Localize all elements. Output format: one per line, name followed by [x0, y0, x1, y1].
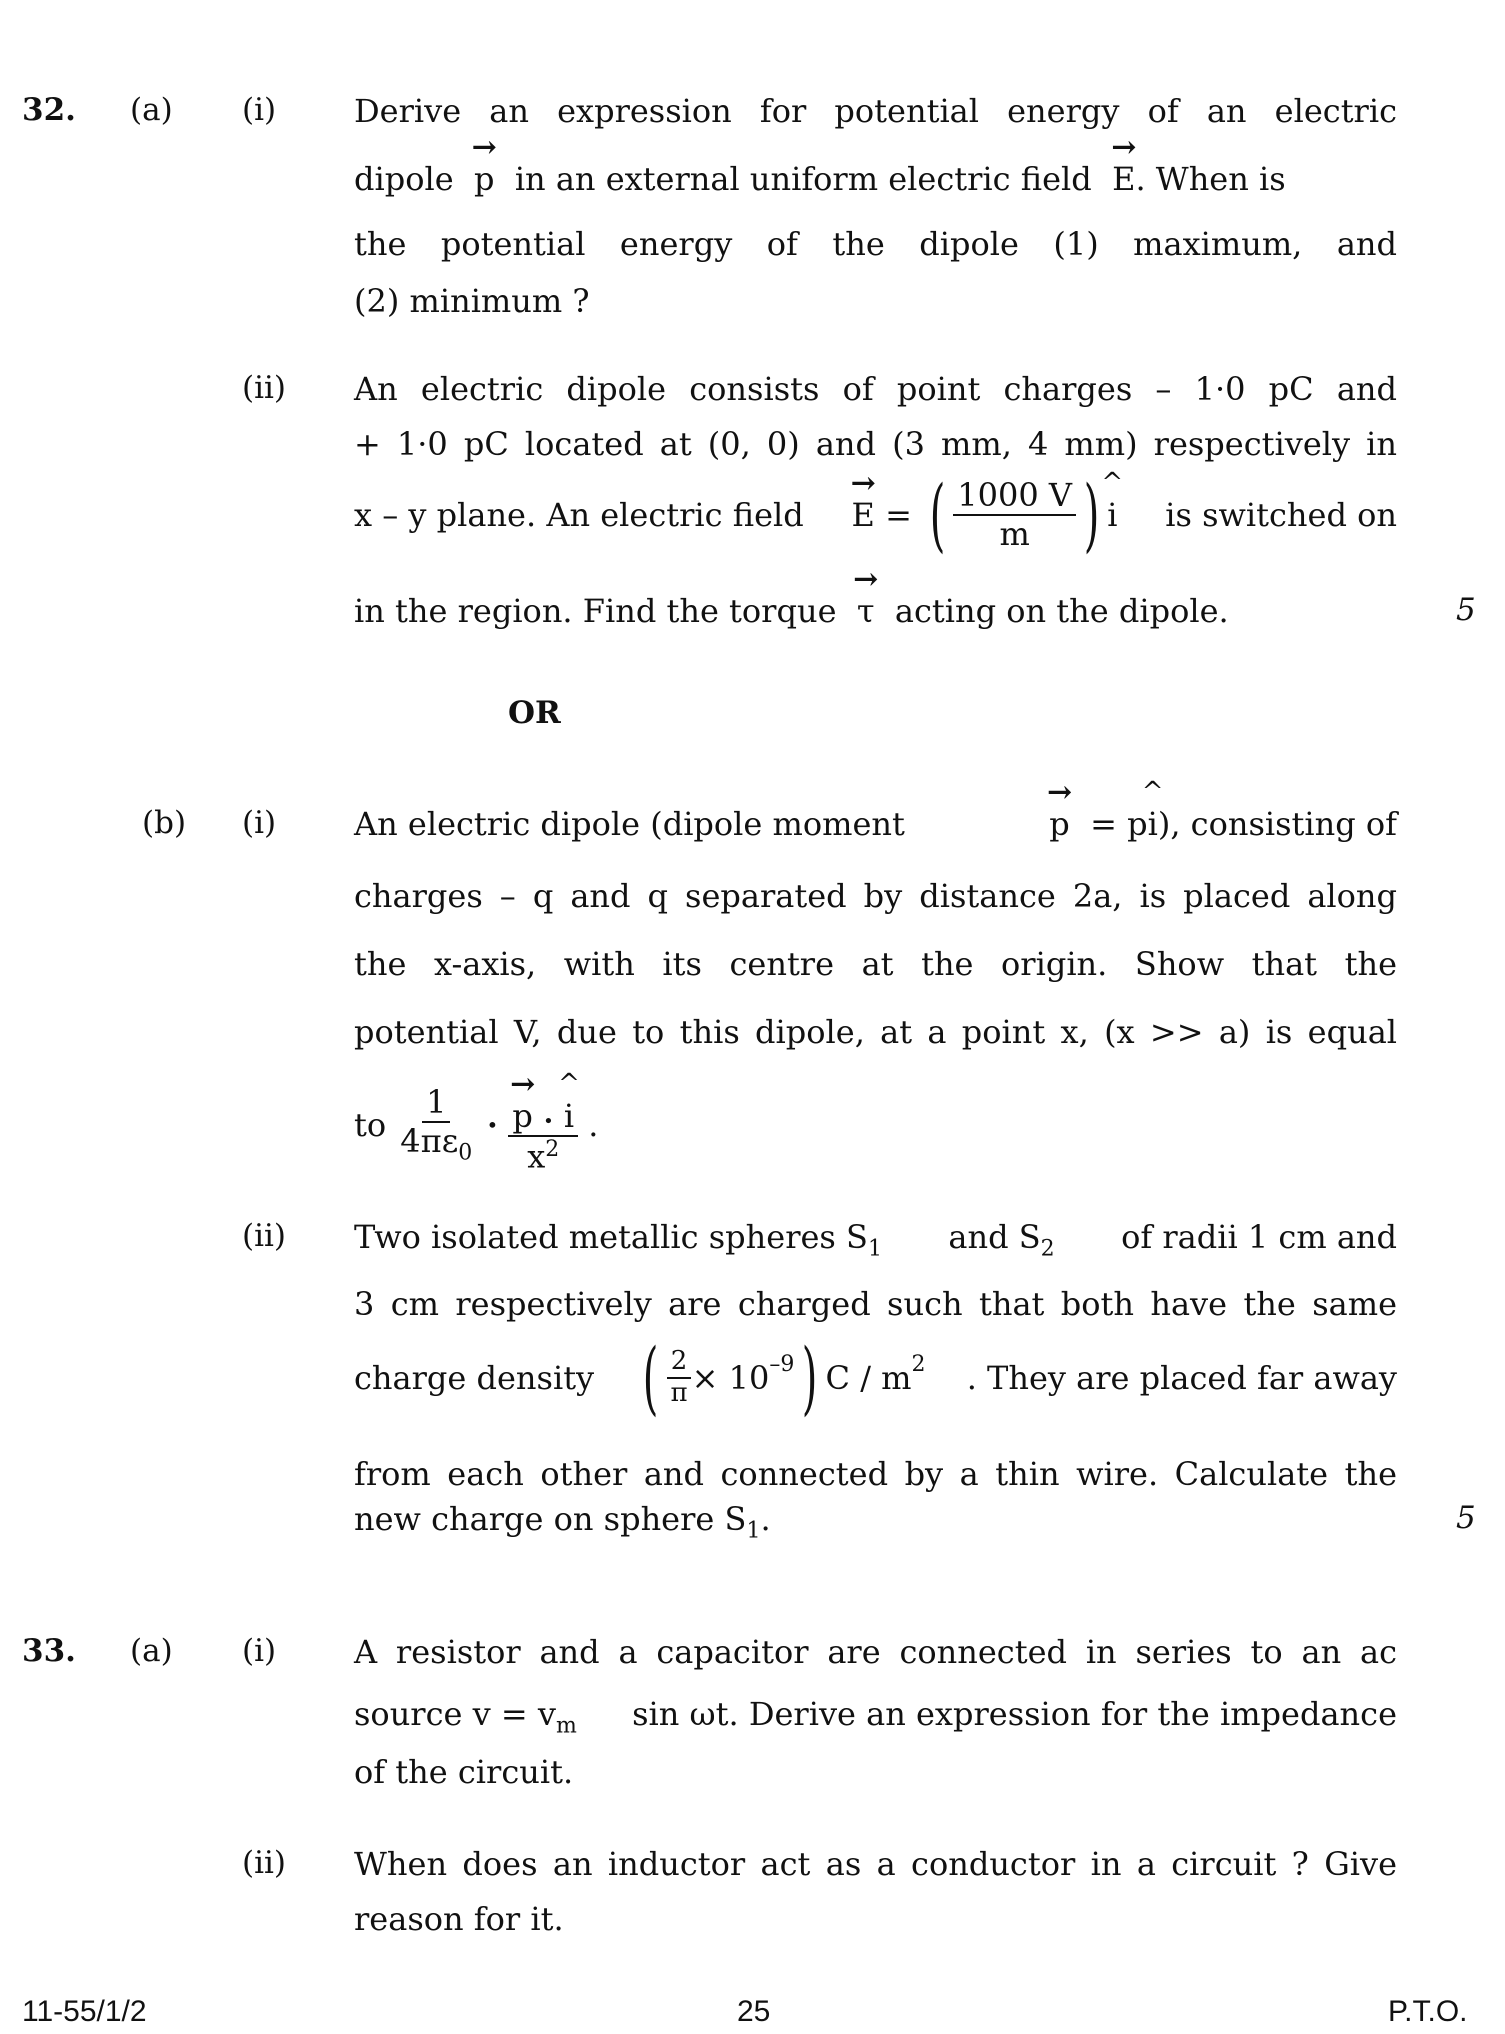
vector-p: → p — [474, 160, 494, 198]
vector-E: → E — [1112, 160, 1135, 198]
text: is switched on — [1165, 496, 1397, 534]
superscript: 2 — [545, 1137, 560, 1163]
q32b-ii-line5 — [354, 1500, 1397, 1543]
please-turn-over: P.T.O. — [1388, 1995, 1468, 2028]
unit: C / m — [825, 1359, 912, 1397]
text: Two isolated metallic spheres S — [354, 1218, 868, 1256]
subpart-label-ii: (ii) — [242, 1845, 287, 1881]
unit-vector-i: ^ i — [1148, 805, 1158, 843]
paper-code: 11-55/1/2 — [22, 1995, 147, 2028]
q32b-i-line3: the x-axis, with its centre at the origin. Show that the — [354, 945, 1397, 983]
q32b-ii-line4: from each other and connected by a thin wire. Calculate the — [354, 1455, 1397, 1493]
numerator: 1000 V — [953, 477, 1076, 516]
text: charge density — [354, 1359, 595, 1397]
q32b-ii-line1 — [354, 1218, 1397, 1261]
fraction-1-over-4pi-eps0 — [396, 1084, 476, 1165]
text: in the region. Find the torque — [354, 592, 837, 630]
subscript: 0 — [458, 1140, 473, 1166]
text: . When is — [1135, 160, 1286, 198]
fraction-2-over-pi — [667, 1347, 692, 1409]
denominator — [523, 1137, 563, 1175]
text: 4πε — [400, 1122, 459, 1161]
q33a-i-line1: A resistor and a capacitor are connected in series to an ac — [354, 1633, 1397, 1671]
left-paren: ( — [643, 1331, 659, 1424]
q33a-i-line3: of the circuit. — [354, 1753, 574, 1791]
q32b-ii-line3 — [354, 1328, 1397, 1428]
q32a-ii-line3 — [354, 470, 1397, 560]
dot-operator: • — [486, 1113, 499, 1137]
q32a-ii-line4 — [354, 592, 1397, 630]
vector-tau: → τ — [857, 592, 875, 630]
q32a-i-line1: Derive an expression for potential energy of an electric — [354, 92, 1397, 130]
q32a-ii-line2: + 1·0 pC located at (0, 0) and (3 mm, 4 mm) respectively in — [354, 425, 1397, 463]
q32b-i-line4: potential V, due to this dipole, at a point x, (x >> a) is equal — [354, 1013, 1397, 1051]
or-separator: OR — [508, 695, 561, 731]
text: to — [354, 1106, 387, 1144]
subpart-label-i: (i) — [242, 1633, 277, 1669]
charge-density-expression — [635, 1331, 926, 1424]
text: acting on the dipole. — [894, 592, 1229, 630]
text: = p — [1090, 805, 1148, 843]
fraction — [953, 477, 1076, 553]
denominator: π — [670, 1378, 688, 1408]
subpart-label-ii: (ii) — [242, 1218, 287, 1254]
subpart-label-i: (i) — [242, 805, 277, 841]
right-paren: ) — [1083, 468, 1100, 561]
text: x — [527, 1137, 546, 1176]
dot-operator: • — [543, 1111, 554, 1133]
q33a-i-line2 — [354, 1695, 1397, 1738]
field-expression — [851, 468, 1118, 561]
text: of radii 1 cm and — [1121, 1218, 1397, 1256]
q33a-ii-line1: When does an inductor act as a conductor in a circuit ? Give — [354, 1845, 1397, 1883]
marks-32a: 5 — [1456, 592, 1476, 628]
q32b-ii-line2: 3 cm respectively are charged such that both have the same — [354, 1285, 1397, 1323]
right-paren: ) — [802, 1331, 818, 1424]
text: sin ωt. Derive an expression for the impedance — [632, 1695, 1397, 1733]
unit-vector-i: ^ i — [1107, 496, 1117, 534]
equals: = — [885, 496, 912, 534]
question-number-32: 32. — [22, 92, 76, 128]
vector-p: → p — [1049, 805, 1069, 843]
q32a-i-line2 — [354, 160, 1397, 198]
superscript: –9 — [769, 1351, 795, 1377]
unit-vector-i: ^ i — [564, 1098, 574, 1135]
subscript: 1 — [746, 1518, 761, 1544]
left-paren: ( — [929, 468, 946, 561]
part-label-a: (a) — [130, 1633, 173, 1669]
q32b-i-line1 — [354, 805, 1397, 843]
subpart-label-i: (i) — [242, 92, 277, 128]
denominator: m — [999, 515, 1030, 553]
subscript: 1 — [867, 1236, 882, 1262]
text: in an external uniform electric field — [514, 160, 1092, 198]
text: An electric dipole (dipole moment — [354, 805, 905, 843]
vector-E: → E — [852, 496, 875, 534]
question-number-33: 33. — [22, 1633, 76, 1669]
q32a-i-line4: (2) minimum ? — [354, 282, 590, 320]
numerator: 2 — [667, 1347, 692, 1379]
text: × 10 — [691, 1359, 770, 1397]
subscript: m — [555, 1713, 577, 1739]
subscript: 2 — [1040, 1236, 1055, 1262]
text: source v = v — [354, 1695, 556, 1733]
text: . — [760, 1500, 771, 1538]
text: x – y plane. An electric field — [354, 496, 804, 534]
part-label-a: (a) — [130, 92, 173, 128]
vector-p: → p — [512, 1098, 532, 1135]
numerator: 1 — [422, 1084, 450, 1123]
subpart-label-ii: (ii) — [242, 370, 287, 406]
part-label-b: (b) — [142, 805, 187, 841]
superscript: 2 — [911, 1351, 926, 1377]
numerator — [508, 1074, 578, 1137]
marks-32b: 5 — [1456, 1500, 1476, 1536]
text: and S — [948, 1218, 1041, 1256]
fraction-p-dot-i-over-x2 — [508, 1074, 578, 1175]
text: dipole — [354, 160, 454, 198]
text: . They are placed far away — [966, 1359, 1397, 1397]
text: ), consisting of — [1157, 805, 1397, 843]
text: new charge on sphere S — [354, 1500, 747, 1538]
q32b-i-line2: charges – q and q separated by distance 2a, is placed along — [354, 877, 1397, 915]
denominator — [396, 1123, 476, 1166]
text: . — [588, 1106, 599, 1144]
q32b-i-formula — [354, 1070, 1397, 1180]
q33a-ii-line2: reason for it. — [354, 1900, 564, 1938]
q32a-i-line3: the potential energy of the dipole (1) maximum, and — [354, 225, 1397, 263]
page-number: 25 — [737, 1995, 771, 2028]
q32a-ii-line1: An electric dipole consists of point charges – 1·0 pC and — [354, 370, 1397, 408]
